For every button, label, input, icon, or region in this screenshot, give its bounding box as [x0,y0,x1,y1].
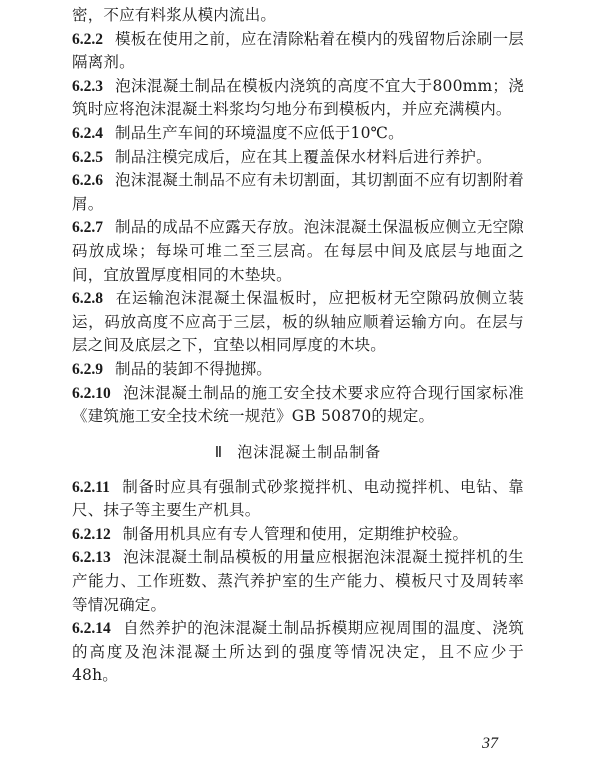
clause-number: 6.2.13 [72,549,111,567]
clause-text: 泡沫混凝土制品不应有未切割面，其切割面不应有切割附着屑。 [72,171,524,213]
section-heading [72,440,524,465]
page-number: 37 [482,735,498,752]
clause-number: 6.2.14 [72,620,111,638]
clause-text: 制备时应具有强制式砂浆搅拌机、电动搅拌机、电钻、靠尺、抹子等主要生产机具。 [72,477,524,520]
clause-text: 制品的装卸不得抛掷。 [115,359,273,378]
clause-text: 在运输泡沫混凝土保温板时，应把板材无空隙码放侧立装运，码放高度不应高于三层，板的纵轴应顺着运输方向。在层与层之间及底层之下，宜垫以相同厚度的木块。 [72,289,524,355]
clause-text: 模板在使用之前，应在清除粘着在模内的残留物后涂刷一层隔离剂。 [72,29,524,72]
clause [72,476,524,523]
clause [72,617,524,688]
clause-text: 自然养护的泡沫混凝土制品拆模期应视周围的温度、浇筑的高度及泡沫混凝土所达到的强度等情况决定，且不应少于48h。 [72,619,524,685]
clause-text: 泡沫混凝土制品在模板内浇筑的高度不宜大于800mm；浇筑时应将泡沫混凝土料浆均匀地分布到模板内，并应充满模内。 [72,76,524,119]
document-page [72,4,524,688]
clause-number: 6.2.11 [72,478,110,496]
clause-text: 制品注模完成后，应在其上覆盖保水材料后进行养护。 [115,147,492,166]
clause [72,216,524,287]
clause-number: 6.2.4 [72,124,103,142]
clause-number: 6.2.3 [72,77,103,95]
clause [72,146,524,170]
clause [72,169,524,216]
clause-text: 泡沫混凝土制品的施工安全技术要求应符合现行国家标准《建筑施工安全技术统一规范》GB 50870的规定。 [72,383,524,426]
clause [72,122,524,146]
clause-text: 制品生产车间的环境温度不应低于10℃。 [115,123,404,142]
clause-text: 制品的成品不应露天存放。泡沫混凝土保温板应侧立无空隙码放成垛；每垛可堆二至三层高。在每层中间及底层与地面之间，宜放置厚度相同的木垫块。 [72,218,524,284]
clause [72,287,524,358]
clause-number: 6.2.12 [72,525,111,543]
clause-number: 6.2.2 [72,30,103,48]
clause-number: 6.2.7 [72,219,103,237]
clause [72,75,524,122]
clause [72,546,524,617]
section-title: 泡沫混凝土制品制备 [237,442,382,461]
clause [72,358,524,382]
clause [72,382,524,429]
clause-list-2 [72,476,524,688]
section-numeral: Ⅱ [214,444,224,461]
clause-text: 制备用机具应有专人管理和使用，定期维护校验。 [122,524,469,543]
continuation-text: 密，不应有料浆从模内流出。 [72,6,277,24]
clause-list-1 [72,28,524,429]
clause [72,523,524,547]
clause-number: 6.2.9 [72,360,103,378]
clause-text: 泡沫混凝土制品模板的用量应根据泡沫混凝土搅拌机的生产能力、工作班数、蒸汽养护室的生产能力、模板尺寸及周转率等情况确定。 [72,548,524,614]
clause-number: 6.2.5 [72,148,103,166]
clause-number: 6.2.6 [72,172,103,190]
clause [72,28,524,75]
clause-number: 6.2.8 [72,290,103,308]
clause-number: 6.2.10 [72,384,111,402]
